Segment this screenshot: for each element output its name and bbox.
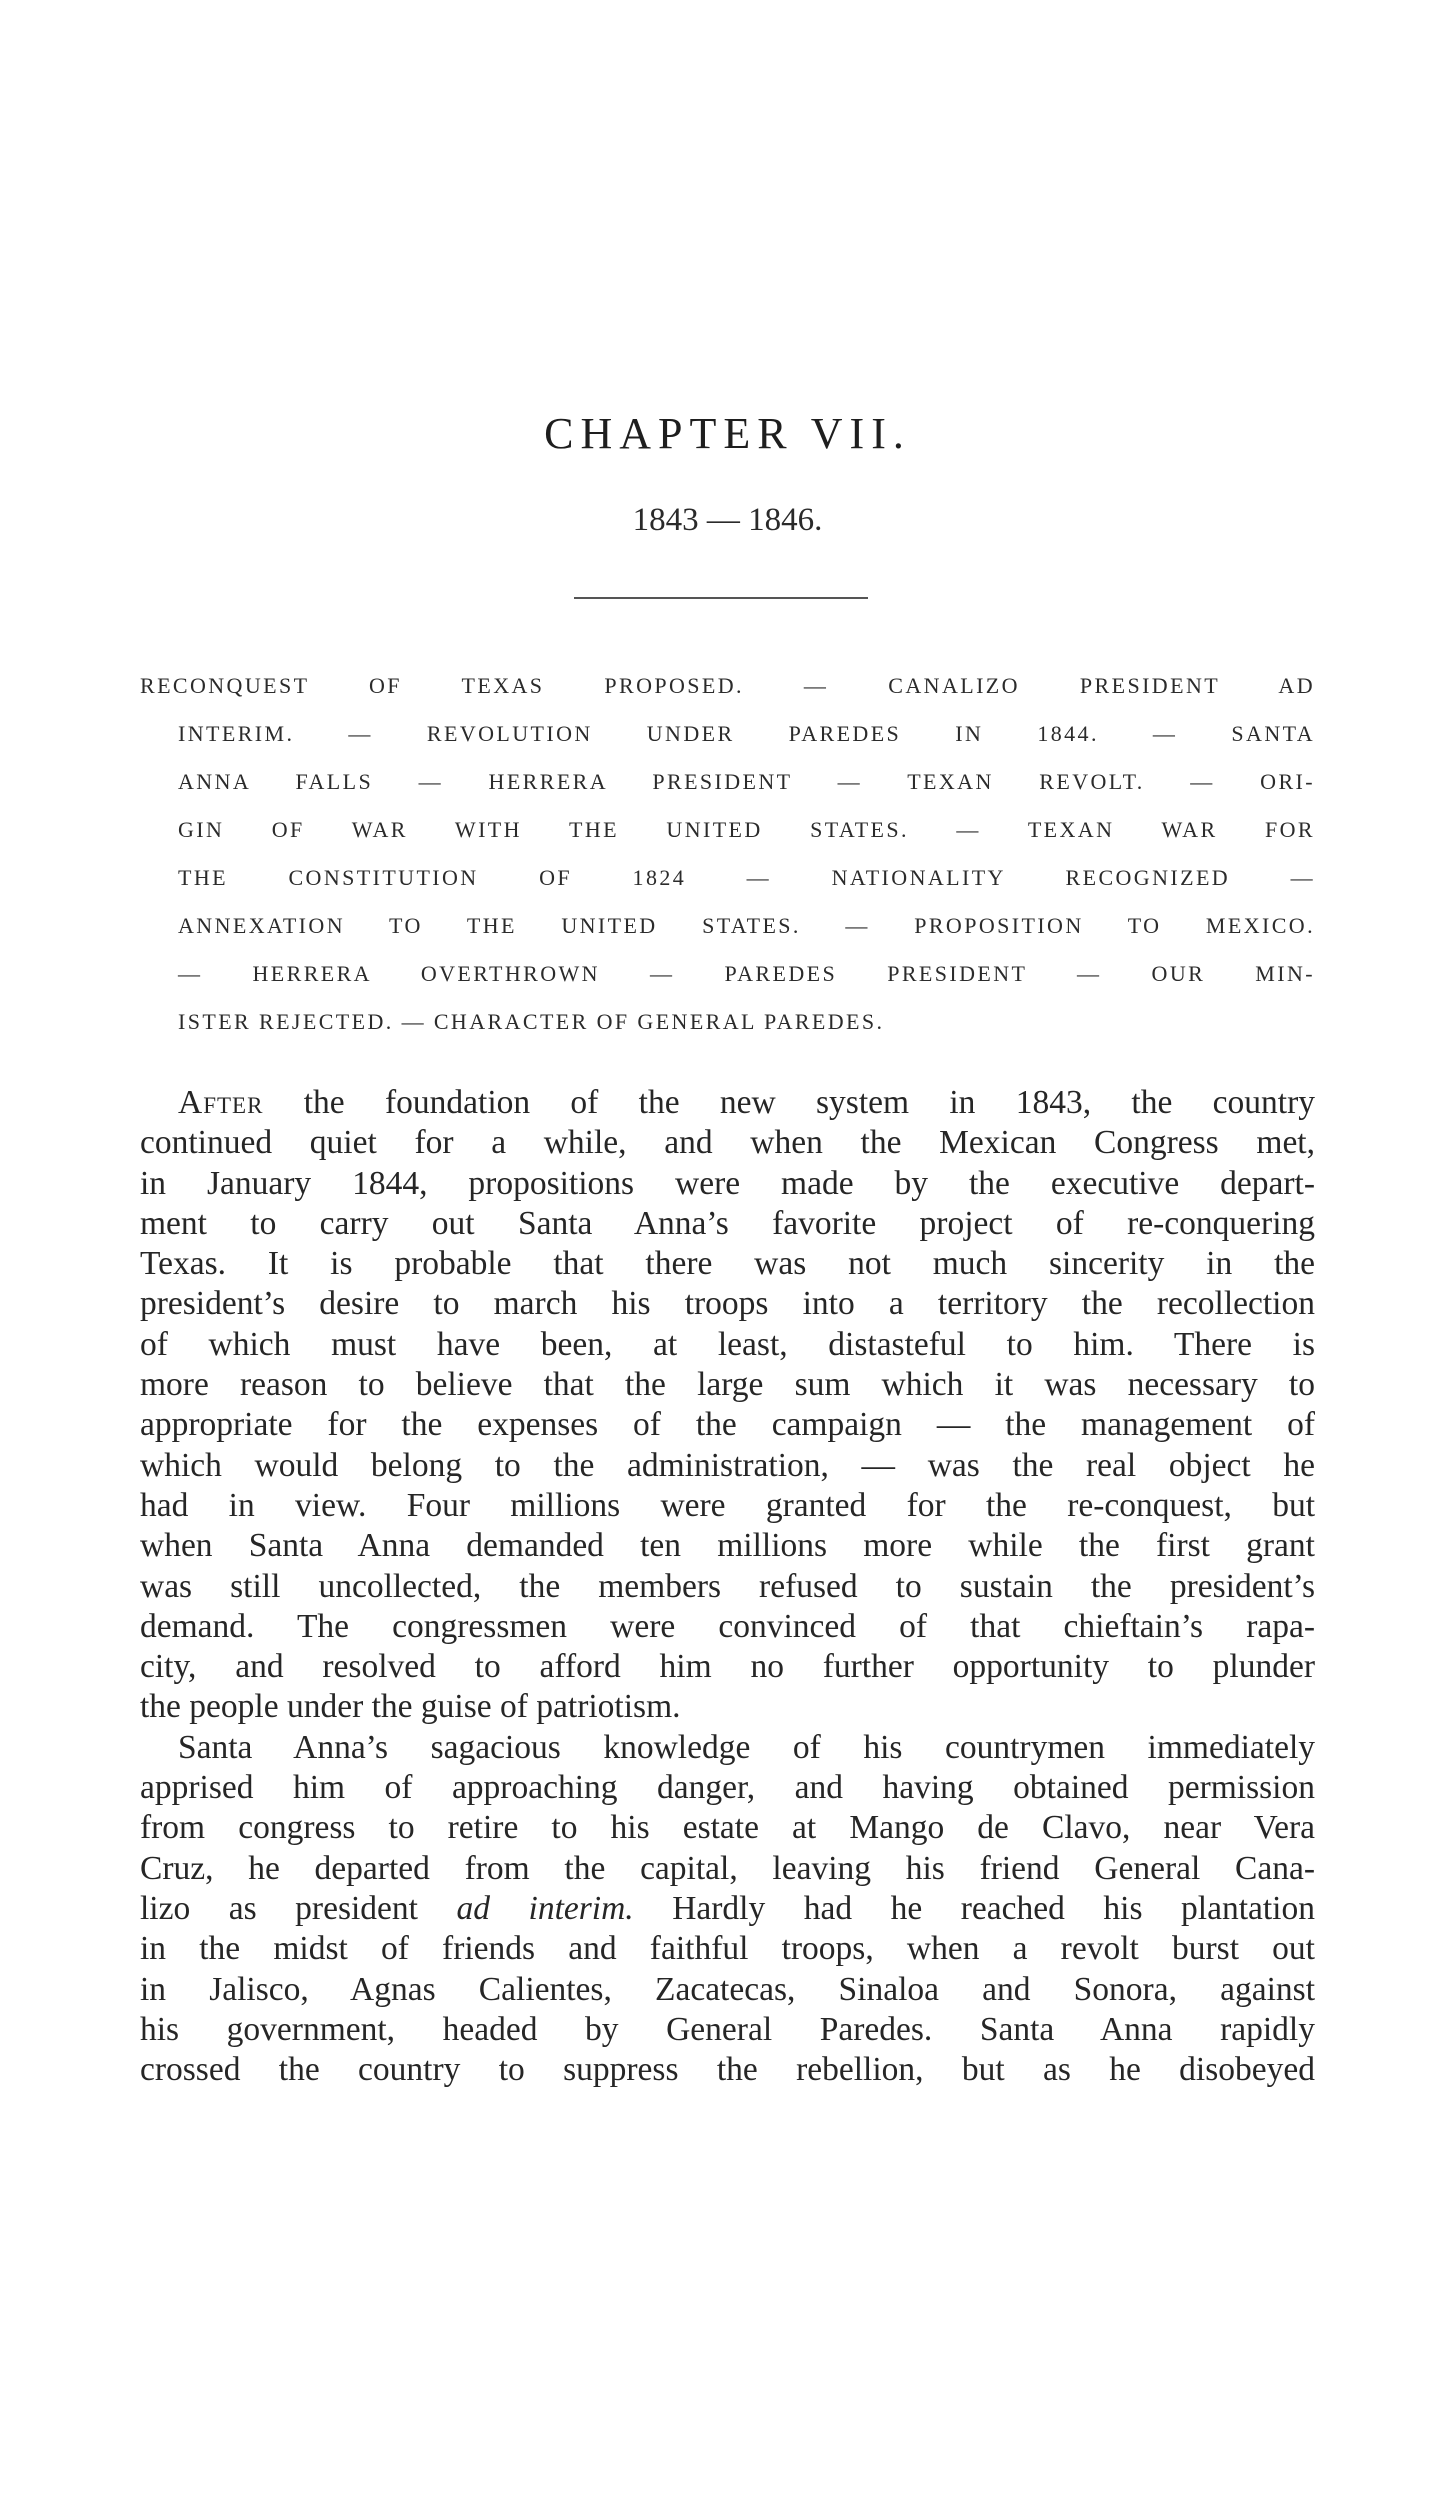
paragraph-first-line — [140, 1083, 1315, 1123]
chapter-body — [140, 1083, 1315, 2090]
summary-line: GIN OF WAR WITH THE UNITED STATES. — TEXAN WAR FOR — [178, 817, 1315, 842]
text-line — [140, 1889, 1315, 1929]
italic-phrase: ad interim. — [456, 1889, 634, 1927]
text-line: more reason to believe that the large sum which it was necessary to — [140, 1366, 1315, 1404]
chapter-summary — [140, 662, 1315, 1046]
section-divider — [574, 597, 868, 599]
drop-word: After — [178, 1084, 264, 1121]
chapter-title: CHAPTER VII. — [544, 409, 911, 458]
text-line: of which must have been, at least, distasteful to him. There is — [140, 1325, 1315, 1363]
text-line: his government, headed by General Paredes. Santa Anna rapidly — [140, 2010, 1315, 2048]
summary-line: — HERRERA OVERTHROWN — PAREDES PRESIDENT — OUR MIN- — [178, 961, 1315, 986]
summary-line: ANNEXATION TO THE UNITED STATES. — PROPOSITION TO MEXICO. — [178, 913, 1315, 938]
summary-line: RECONQUEST OF TEXAS PROPOSED. — CANALIZO PRESIDENT AD — [140, 673, 1315, 698]
text-line: Santa Anna’s sagacious knowledge of his countrymen immediately — [178, 1728, 1315, 1766]
text-line: the people under the guise of patriotism. — [140, 1688, 681, 1726]
summary-line: INTERIM. — REVOLUTION UNDER PAREDES IN 1844. — SANTA — [178, 721, 1315, 746]
text-line: apprised him of approaching danger, and having obtained permission — [140, 1769, 1315, 1807]
text-span: the foundation of the new system in 1843, the country — [263, 1084, 1315, 1121]
text-line: continued quiet for a while, and when the Mexican Congress met, — [140, 1124, 1315, 1162]
text-span: Hardly had he reached his plantation — [633, 1889, 1315, 1927]
text-line: president’s desire to march his troops into a territory the recollection — [140, 1285, 1315, 1323]
text-line: city, and resolved to afford him no further opportunity to plunder — [140, 1648, 1315, 1686]
text-line: ment to carry out Santa Anna’s favorite project of re-conquering — [140, 1204, 1315, 1242]
text-line: had in view. Four millions were granted for the re-conquest, but — [140, 1486, 1315, 1524]
text-line: Cruz, he departed from the capital, leaving his friend General Cana- — [140, 1849, 1315, 1887]
chapter-date-range: 1843 — 1846. — [632, 502, 823, 538]
text-line: crossed the country to suppress the rebellion, but as he disobeyed — [140, 2051, 1315, 2089]
text-line: in the midst of friends and faithful troops, when a revolt burst out — [140, 1930, 1315, 1968]
text-line: in January 1844, propositions were made by the executive depart- — [140, 1164, 1315, 1202]
text-line: Texas. It is probable that there was not much sincerity in the — [140, 1245, 1315, 1283]
text-line: was still uncollected, the members refused to sustain the president’s — [140, 1567, 1315, 1605]
text-line: from congress to retire to his estate at Mango de Clavo, near Vera — [140, 1809, 1315, 1847]
text-line: demand. The congressmen were convinced of that chieftain’s rapa- — [140, 1607, 1315, 1645]
summary-line: ANNA FALLS — HERRERA PRESIDENT — TEXAN REVOLT. — ORI- — [178, 769, 1315, 794]
text-line: in Jalisco, Agnas Calientes, Zacatecas, Sinaloa and Sonora, against — [140, 1970, 1315, 2008]
summary-line: THE CONSTITUTION OF 1824 — NATIONALITY RECOGNIZED — — [178, 865, 1315, 890]
text-line: when Santa Anna demanded ten millions more while the first grant — [140, 1527, 1315, 1565]
text-span: lizo as president — [140, 1889, 457, 1927]
summary-line: ISTER REJECTED. — CHARACTER OF GENERAL PAREDES. — [178, 1009, 885, 1034]
text-line: appropriate for the expenses of the campaign — the management of — [140, 1406, 1315, 1444]
text-line: which would belong to the administration, — was the real object he — [140, 1446, 1315, 1484]
